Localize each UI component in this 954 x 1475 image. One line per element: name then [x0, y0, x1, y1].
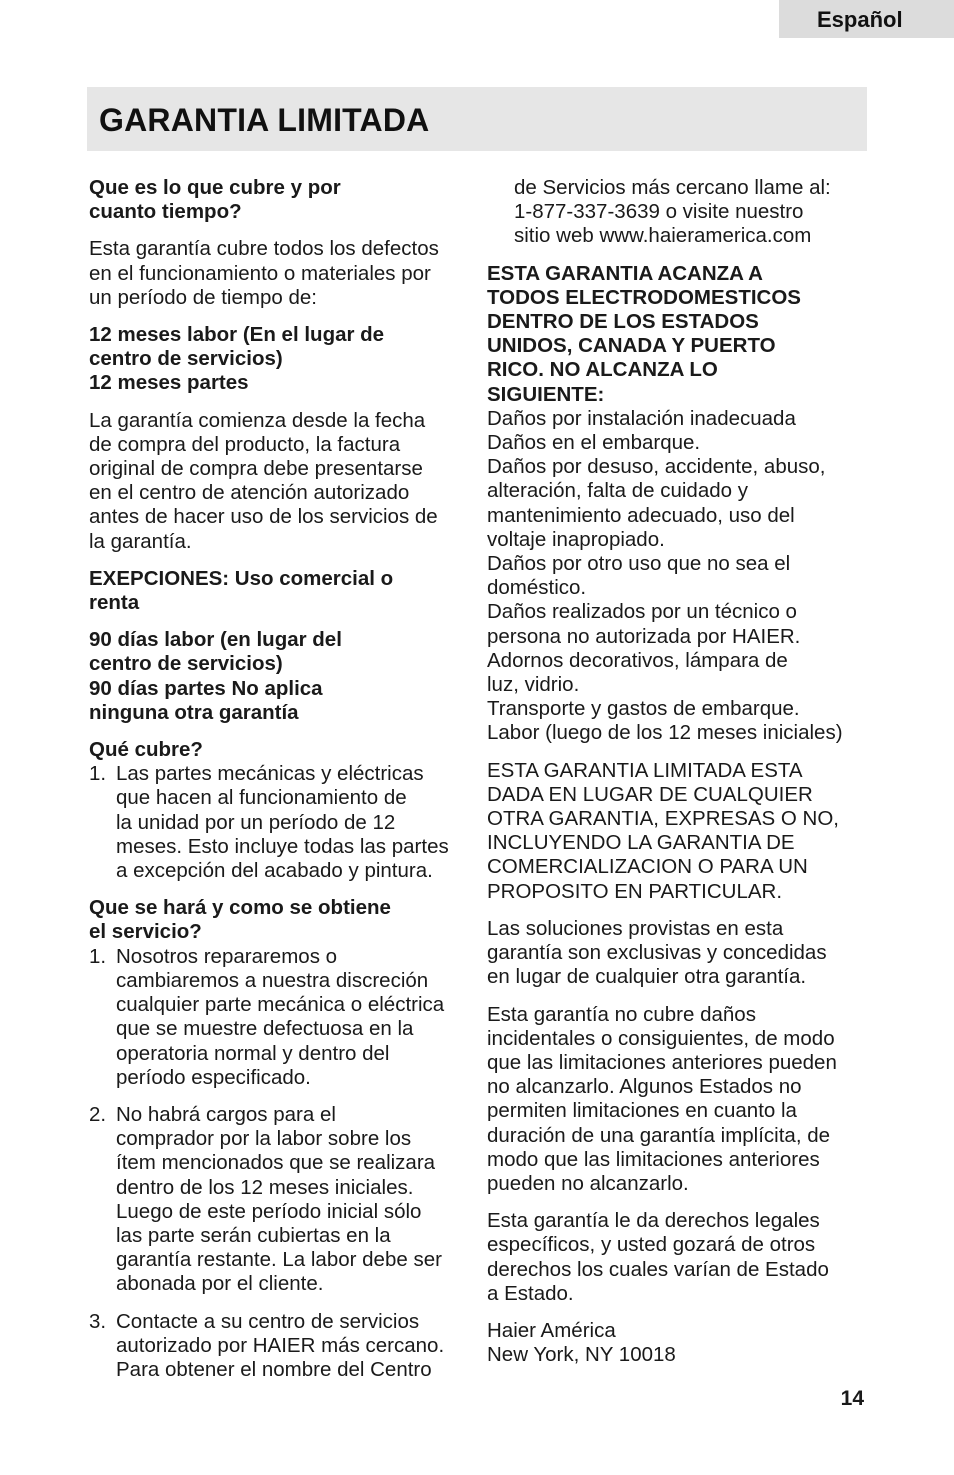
text-line: Transporte y gastos de embarque.: [487, 697, 800, 721]
text-line: renta: [89, 591, 140, 615]
text-line: Haier América: [487, 1318, 616, 1342]
text-line: Adornos decorativos, lámpara de: [487, 648, 788, 672]
text-line: PROPOSITO EN PARTICULAR.: [487, 879, 783, 903]
text-line: No habrá cargos para el: [116, 1102, 336, 1126]
text-line: EXEPCIONES: Uso comercial o: [89, 566, 394, 590]
text-line: Contacte a su centro de servicios: [116, 1309, 420, 1333]
text-line: ESTA GARANTIA ACANZA A: [487, 261, 763, 285]
list-item-number: 2.: [89, 1102, 107, 1126]
text-line: 90 días labor (en lugar del: [89, 628, 342, 652]
limited-warranty-statement: [487, 759, 867, 904]
text-line: de compra del producto, la factura: [89, 432, 401, 456]
text-line: cambiaremos a nuestra discreción: [116, 968, 429, 992]
text-line: Daños realizados por un técnico o: [487, 600, 797, 624]
warranty-period-standard: [89, 323, 469, 396]
text-line: centro de servicios): [89, 347, 283, 371]
text-line: voltaje inapropiado.: [487, 527, 665, 551]
text-line: pueden no alcanzarlo.: [487, 1171, 689, 1195]
page-title: GARANTIA LIMITADA: [99, 102, 430, 138]
list-item: [89, 945, 469, 1090]
text-line: original de compra debe presentarse: [89, 457, 423, 481]
text-line: cuanto tiempo?: [89, 200, 242, 224]
text-line: la garantía.: [89, 529, 192, 553]
scope-heading: [487, 262, 867, 407]
exclusions-list: [487, 407, 867, 746]
legal-rights-text: [487, 1209, 867, 1306]
text-line: que las limitaciones anteriores pueden: [487, 1050, 837, 1074]
text-line: 1-877-337-3639 o visite nuestro: [514, 200, 804, 224]
text-line: UNIDOS, CANADA Y PUERTO: [487, 334, 776, 358]
text-line: La garantía comienza desde la fecha: [89, 408, 426, 432]
text-line: New York, NY 10018: [487, 1343, 676, 1367]
q1-text: [89, 237, 469, 310]
text-line: Las partes mecánicas y eléctricas: [116, 762, 424, 786]
text-line: antes de hacer uso de los servicios de: [89, 505, 438, 529]
text-line: el servicio?: [89, 920, 202, 944]
text-line: Labor (luego de los 12 meses iniciales): [487, 721, 843, 745]
text-line: meses. Esto incluye todas las partes: [116, 834, 449, 858]
language-tab: Español: [779, 0, 954, 38]
text-line: alteración, falta de cuidado y: [487, 479, 748, 503]
text-line: SIGUIENTE:: [487, 382, 605, 406]
text-line: en el centro de atención autorizado: [89, 481, 410, 505]
list-item-number: 1.: [89, 762, 107, 786]
text-line: de Servicios más cercano llame al:: [514, 176, 831, 199]
text-line: ninguna otra garantía: [89, 700, 299, 724]
text-line: ESTA GARANTIA LIMITADA ESTA: [487, 758, 803, 782]
text-line: DENTRO DE LOS ESTADOS: [487, 310, 759, 334]
text-line: cualquier parte mecánica o eléctrica: [116, 993, 445, 1017]
warranty-start-text: [89, 409, 469, 554]
list-item: [89, 1310, 469, 1383]
text-line: Luego de este período inicial sólo: [116, 1199, 422, 1223]
warranty-period-commercial: [89, 628, 469, 725]
text-line: duración de una garantía implícita, de: [487, 1123, 831, 1147]
text-line: las parte serán cubiertas en la: [116, 1223, 391, 1247]
text-line: garantía son exclusivas y concedidas: [487, 941, 827, 965]
text-line: la unidad por un período de 12: [116, 810, 396, 834]
text-line: en lugar de cualquier otra garantía.: [487, 965, 807, 989]
text-line: Para obtener el nombre del Centro: [116, 1357, 432, 1381]
exclusive-remedies-text: [487, 917, 867, 990]
list-item-number: 1.: [89, 944, 107, 968]
text-line: Daños por instalación inadecuada: [487, 406, 796, 430]
text-line: Las soluciones provistas en esta: [487, 916, 784, 940]
service-heading: [89, 896, 469, 944]
text-line: centro de servicios): [89, 652, 283, 676]
text-line: un período de tiempo de:: [89, 285, 317, 309]
text-line: mantenimiento adecuado, uso del: [487, 503, 795, 527]
text-line: Que es lo que cubre y por: [89, 176, 341, 199]
text-line: a Estado.: [487, 1281, 574, 1305]
service-center-contact: [487, 176, 867, 249]
text-line: INCLUYENDO LA GARANTIA DE: [487, 831, 795, 855]
right-column: [487, 176, 867, 1380]
text-line: sitio web www.haieramerica.com: [514, 224, 812, 248]
service-list: [89, 945, 469, 1382]
incidental-damages-text: [487, 1003, 867, 1197]
text-line: operatoria normal y dentro del: [116, 1041, 390, 1065]
text-line: ítem mencionados que se realizara: [116, 1151, 436, 1175]
text-line: persona no autorizada por HAIER.: [487, 624, 801, 648]
left-column: [89, 176, 469, 1395]
text-line: Daños en el embarque.: [487, 431, 701, 455]
text-line: COMERCIALIZACION O PARA UN: [487, 855, 808, 879]
text-line: a excepción del acabado y pintura.: [116, 859, 433, 883]
list-item: [89, 1103, 469, 1297]
text-line: específicos, y usted gozará de otros: [487, 1233, 816, 1257]
text-line: DADA EN LUGAR DE CUALQUIER: [487, 782, 813, 806]
text-line: que se muestre defectuosa en la: [116, 1017, 414, 1041]
exceptions-heading: [89, 567, 469, 615]
text-line: doméstico.: [487, 576, 587, 600]
text-line: Nosotros repararemos o: [116, 944, 338, 968]
text-line: modo que las limitaciones anteriores: [487, 1147, 820, 1171]
text-line: en el funcionamiento o materiales por: [89, 261, 431, 285]
title-bar: [87, 87, 867, 151]
text-line: permiten limitaciones en cuanto la: [487, 1099, 797, 1123]
text-line: 90 días partes No aplica: [89, 676, 323, 700]
text-line: abonada por el cliente.: [116, 1272, 324, 1296]
text-line: autorizado por HAIER más cercano.: [116, 1333, 445, 1357]
text-line: Que se hará y como se obtiene: [89, 896, 391, 920]
text-line: luz, vidrio.: [487, 673, 580, 697]
text-line: garantía restante. La labor debe ser: [116, 1248, 442, 1272]
text-line: período especificado.: [116, 1065, 311, 1089]
text-line: OTRA GARANTIA, EXPRESAS O NO,: [487, 807, 839, 831]
text-line: no alcanzarlo. Algunos Estados no: [487, 1075, 802, 1099]
text-line: Daños por otro uso que no sea el: [487, 552, 791, 576]
text-line: Esta garantía cubre todos los defectos: [89, 237, 439, 261]
text-line: RICO. NO ALCANZA LO: [487, 358, 718, 382]
page-number: 14: [840, 1387, 864, 1410]
text-line: Esta garantía no cubre daños: [487, 1002, 756, 1026]
list-item: [89, 762, 469, 883]
text-line: comprador por la labor sobre los: [116, 1127, 412, 1151]
text-line: incidentales o consiguientes, de modo: [487, 1026, 835, 1050]
text-line: 12 meses labor (En el lugar de: [89, 323, 385, 347]
company-address: [487, 1319, 867, 1367]
text-line: TODOS ELECTRODOMESTICOS: [487, 285, 801, 309]
text-line: dentro de los 12 meses iniciales.: [116, 1175, 414, 1199]
text-line: 12 meses partes: [89, 371, 249, 395]
covers-heading: Qué cubre?: [89, 738, 203, 762]
text-line: Esta garantía le da derechos legales: [487, 1209, 820, 1233]
q1-heading: [89, 176, 469, 224]
covers-list: [89, 762, 469, 883]
list-item-number: 3.: [89, 1309, 107, 1333]
text-line: derechos los cuales varían de Estado: [487, 1257, 829, 1281]
text-line: que hacen al funcionamiento de: [116, 786, 407, 810]
text-line: Daños por desuso, accidente, abuso,: [487, 455, 826, 479]
